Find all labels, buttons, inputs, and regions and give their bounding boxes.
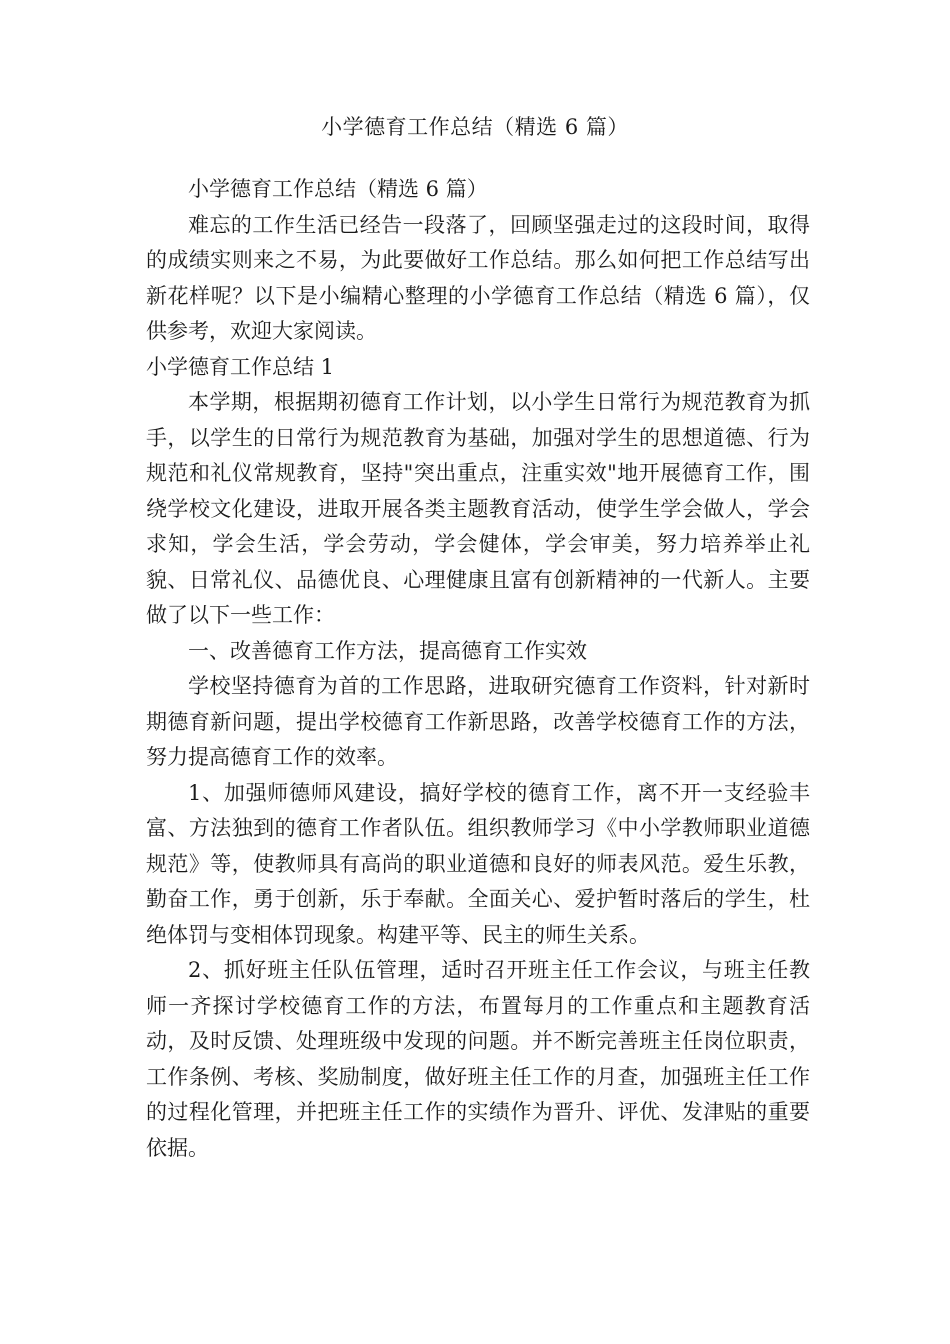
document-title: 小学德育工作总结（精选 6 篇） <box>321 115 629 139</box>
intro-paragraph: 难忘的工作生活已经告一段落了，回顾坚强走过的这段时间，取得的成绩实则来之不易，为此要做好工作总结。那么如何把工作总结写出新花样呢？以下是小编精心整理的小学德育工作总结（精选 6 篇），仅供参考，欢迎大家阅读。 <box>146 212 810 343</box>
list-item-paragraph: 1、加强师德师风建设，搞好学校的德育工作，离不开一支经验丰富、方法独到的德育工作者队伍。组织教师学习《中小学教师职业道德规范》等，使教师具有高尚的职业道德和良好的师表风范。爱生乐教，勤奋工作，勇于创新，乐于奉献。全面关心、爱护暂时落后的学生，杜绝体罚与变相体罚现象。构建平等、民主的师生关系。 <box>146 780 810 947</box>
list-item-paragraph: 2、抓好班主任队伍管理，适时召开班主任工作会议，与班主任教师一齐探讨学校德育工作的方法，布置每月的工作重点和主题教育活动，及时反馈、处理班级中发现的问题。并不断完善班主任岗位职责，工作条例、考核、奖励制度，做好班主任工作的月查，加强班主任工作的过程化管理，并把班主任工作的实绩作为晋升、评优、发津贴的重要依据。 <box>146 958 810 1160</box>
body-paragraph: 本学期，根据期初德育工作计划，以小学生日常行为规范教育为抓手，以学生的日常行为规范教育为基础，加强对学生的思想道德、行为规范和礼仪常规教育，坚持"突出重点，注重实效"地开展德育工作，围绕学校文化建设，进取开展各类主题教育活动，使学生学会做人，学会求知，学会生活，学会劳动，学会健体，学会审美，努力培养举止礼貌、日常礼仪、品德优良、心理健康且富有创新精神的一代新人。主要做了以下一些工作： <box>146 390 810 627</box>
document-body <box>146 172 810 1166</box>
subsection-heading: 一、改善德育工作方法，提高德育工作实效 <box>188 638 587 663</box>
subtitle-paragraph: 小学德育工作总结（精选 6 篇） <box>188 177 488 201</box>
body-paragraph: 学校坚持德育为首的工作思路，进取研究德育工作资料，针对新时期德育新问题，提出学校德育工作新思路，改善学校德育工作的方法，努力提高德育工作的效率。 <box>146 674 810 769</box>
section-heading: 小学德育工作总结 1 <box>146 354 335 379</box>
